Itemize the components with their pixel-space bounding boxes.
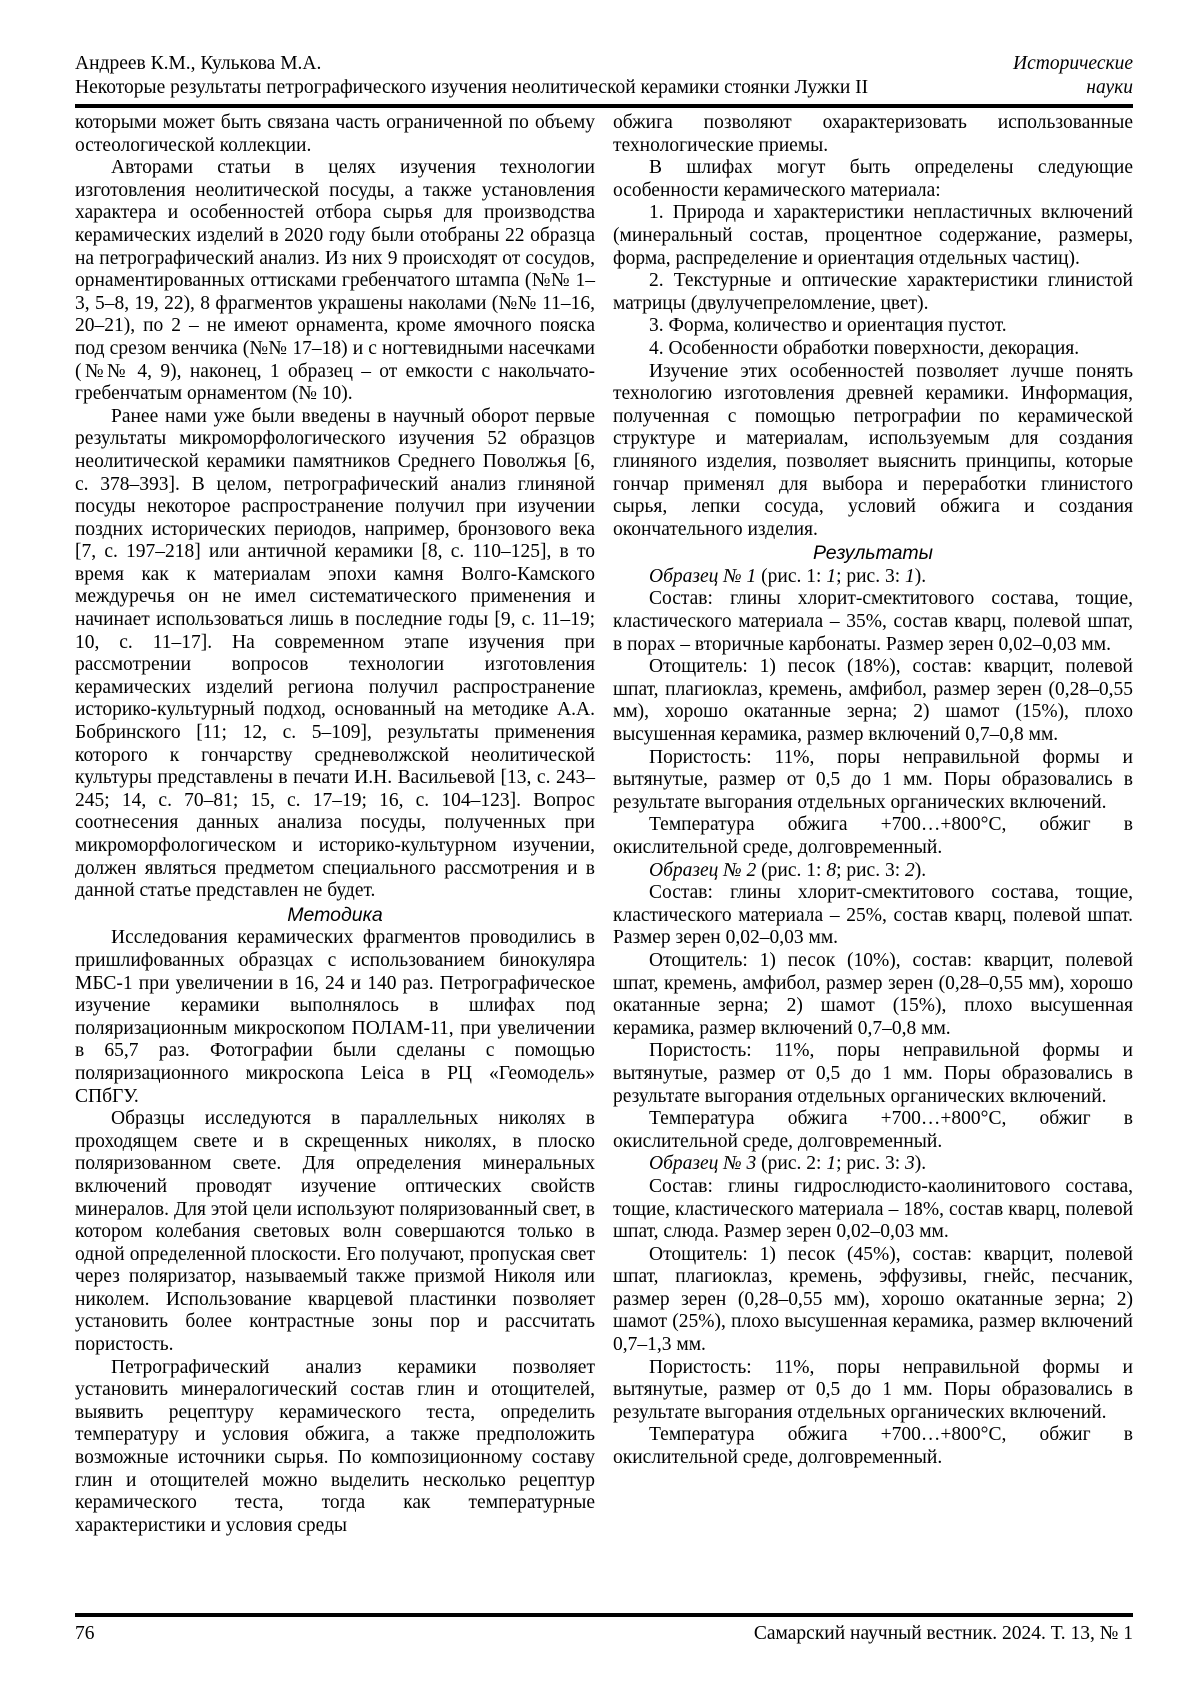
- page-footer: [75, 1613, 1133, 1646]
- section-heading: Результаты: [812, 542, 934, 565]
- header-rule: [75, 104, 1133, 108]
- paragraph: Температура обжига +700…+800°С, обжиг в окислительной среде, долговременный.: [613, 1424, 1133, 1469]
- header-row-1: [75, 52, 1133, 76]
- paragraph: Температура обжига +700…+800°С, обжиг в окислительной среде, долговременный.: [613, 1108, 1133, 1152]
- paragraph: 4. Особенности обработки поверхности, декорация.: [649, 337, 1080, 359]
- text-column-left: [75, 112, 595, 1612]
- paragraph: Образец № 2 (рис. 1: 8; рис. 3: 2).: [649, 859, 927, 881]
- page-header: [75, 52, 1133, 108]
- paragraph: Температура обжига +700…+800°С, обжиг в окислительной среде, долговременный.: [613, 814, 1133, 858]
- paragraph: Пористость: 11%, поры неправильной формы и вытянутые, размер от 0,5 до 1 мм. Поры образовались в результате выгорания отдельных органических включений.: [613, 746, 1133, 813]
- paragraph: 2. Текстурные и оптические характеристики глинистой матрицы (двулучепреломление, цвет).: [613, 270, 1133, 314]
- paragraph: Пористость: 11%, поры неправильной формы и вытянутые, размер от 0,5 до 1 мм. Поры образовались в результате выгорания отдельных органических включений.: [613, 1040, 1133, 1107]
- paragraph: Ранее нами уже были введены в научный оборот первые результаты микроморфологического изучения 52 образцов неолитической керамики памятников Среднего Поволжья [6, с. 378–393]. В целом, петрографический анализ глиняной посуды некоторое распространение получил при изучении поздних исторических периодов, например, бронзового века [7, с. 197–218] или античной керамики [8, с. 110–125], в то время как к материалам эпохи камня Волго-Камского междуречья он не имел систематического применения и начинает использоваться лишь в последние годы [9, с. 11–19; 10, с. 11–17]. На современном этапе изучения при рассмотрении вопросов технологии изготовления керамических изделий региона получил распространение историко-культурный подход, основанный на методике А.А. Бобринского [11; 12, с. 5–109], результаты применения которого к гончарству средневолжской неолитической культуры представлены в печати И.Н. Васильевой [13, с. 243–245; 14, с. 70–81; 15, с. 17–19; 16, с. 104–123]. Вопрос соотнесения данных анализа посуды, полученных при микроморфологическом и историко-культурном изучении, должен являться предметом специального рассмотрения и в данной статье представлен не будет.: [75, 405, 595, 902]
- article-body: [75, 112, 1133, 1612]
- page-number: 76: [75, 1623, 95, 1644]
- paragraph: 3. Форма, количество и ориентация пустот.: [649, 315, 1007, 337]
- paragraph: Отощитель: 1) песок (45%), состав: кварцит, полевой шпат, плагиоклаз, кремень, эффузивы, гнейс, песчаник, размер зерен (0,28–0,55 мм), хорошо окатанные зерна; 2) шамот (25%), плохо высушенная керамика, размер включений 0,7–1,3 мм.: [613, 1243, 1133, 1356]
- running-title: Некоторые результаты петрографического изучения неолитической керамики стоянки Лужки II: [75, 77, 869, 98]
- paragraph: Образцы исследуются в параллельных николях в проходящем свете и в скрещенных николях, в плоско поляризованном свете. Для определения минеральных включений проводят изучение оптических свойств минералов. Для этой цели используют поляризованный свет, в котором колебания световых волн совершаются только в одной определенной плоскости. Его получают, пропуская свет через поляризатор, называемый также призмой Николя или николем. Использование кварцевой пластинки позволяет установить более контрастные зоны пор и рассчитать пористость.: [75, 1108, 595, 1356]
- paragraph: Состав: глины хлорит-смектитового состава, тощие, кластического материала – 35%, состав кварц, полевой шпат, в порах – вторичные карбонаты. Размер зерен 0,02–0,03 мм.: [613, 588, 1133, 655]
- journal-line: Самарский научный вестник. 2024. Т. 13, № 1: [753, 1623, 1133, 1644]
- paragraph: 1. Природа и характеристики непластичных включений (минеральный состав, процентное содержание, размеры, форма, распределение и ориентация отдельных частиц).: [613, 202, 1133, 269]
- paragraph: Отощитель: 1) песок (18%), состав: кварцит, полевой шпат, плагиоклаз, кремень, амфибол, размер зерен (0,28–0,55 мм), хорошо окатанные зерна; 2) шамот (15%), плохо высушенная керамика, размер включений 0,7–0,8 мм.: [613, 656, 1133, 746]
- paragraph: Петрографический анализ керамики позволяет установить минералогический состав глин и отощителей, выявить рецептуру керамического теста, определить температуру и условия обжига, а также предположить возможные источники сырья. По композиционному составу глин и отощителей можно выделить несколько рецептур керамического теста, тогда как температурные характеристики и условия среды: [75, 1356, 595, 1536]
- paragraph: В шлифах могут быть определены следующие особенности керамического материала:: [613, 157, 1133, 201]
- paragraph: Образец № 3 (рис. 2: 1; рис. 3: 3).: [649, 1153, 927, 1175]
- text-column-right: [613, 112, 1133, 1612]
- section-name-line-1: Исторические: [1013, 53, 1133, 74]
- paragraph: которыми может быть связана часть ограниченной по объему остеологической коллекции.: [75, 112, 595, 156]
- section-heading: Методика: [287, 903, 383, 926]
- header-row-2: [75, 76, 1133, 100]
- paragraph: Исследования керамических фрагментов проводились в пришлифованных образцах с использованием бинокуляра МБС-1 при увеличении в 16, 24 и 140 раз. Петрографическое изучение керамики выполнялось в шлифах под поляризационным микроскопом ПОЛАМ-11, при увеличении в 65,7 раз. Фотографии были сделаны с помощью поляризационного микроскопа Leica в РЦ «Геомодель» СПбГУ.: [75, 927, 595, 1107]
- paragraph: Состав: глины хлорит-смектитового состава, тощие, кластического материала – 25%, состав кварц, полевой шпат. Размер зерен 0,02–0,03 мм.: [613, 882, 1133, 949]
- paragraph: обжига позволяют охарактеризовать использованные технологические приемы.: [613, 112, 1133, 156]
- paragraph: Изучение этих особенностей позволяет лучше понять технологию изготовления древней керамики. Информация, полученная с помощью петрографии по керамической структуре и материалам, используемым для создания глиняного изделия, позволяет выяснить принципы, которые гончар применял для выбора и переработки глинистого сырья, лепки сосуда, условий обжига и создания окончательного изделия.: [613, 360, 1133, 540]
- authors-line: Андреев К.М., Кулькова М.А.: [75, 53, 322, 74]
- paragraph: Состав: глины гидрослюдисто-каолинитового состава, тощие, кластического материала – 18%, состав кварц, полевой шпат, слюда. Размер зерен 0,02–0,03 мм.: [613, 1175, 1133, 1243]
- paragraph: Отощитель: 1) песок (10%), состав: кварцит, полевой шпат, кремень, амфибол, размер зерен (0,28–0,55 мм), хорошо окатанные зерна; 2) шамот (15%), плохо высушенная керамика, размер включений 0,7–0,8 мм.: [613, 949, 1133, 1039]
- paragraph: Пористость: 11%, поры неправильной формы и вытянутые, размер от 0,5 до 1 мм. Поры образовались в результате выгорания отдельных органических включений.: [613, 1356, 1133, 1423]
- section-name-line-2: науки: [1086, 77, 1133, 98]
- paragraph: Авторами статьи в целях изучения технологии изготовления неолитической посуды, а также установления характера и особенностей отбора сырья для производства керамических изделий в 2020 году были отобраны 22 образца на петрографический анализ. Из них 9 происходят от сосудов, орнаментированных оттисками гребенчатого штампа (№№ 1–3, 5–8, 19, 22), 8 фрагментов украшены наколами (№№ 11–16, 20–21), по 2 – не имеют орнамента, кроме ямочного пояска под срезом венчика (№№ 17–18) и с ногтевидными насечками (№№ 4, 9), наконец, 1 образец – от емкости с накольчато-гребенчатым орнаментом (№ 10).: [75, 157, 595, 405]
- paragraph: Образец № 1 (рис. 1: 1; рис. 3: 1).: [649, 565, 927, 587]
